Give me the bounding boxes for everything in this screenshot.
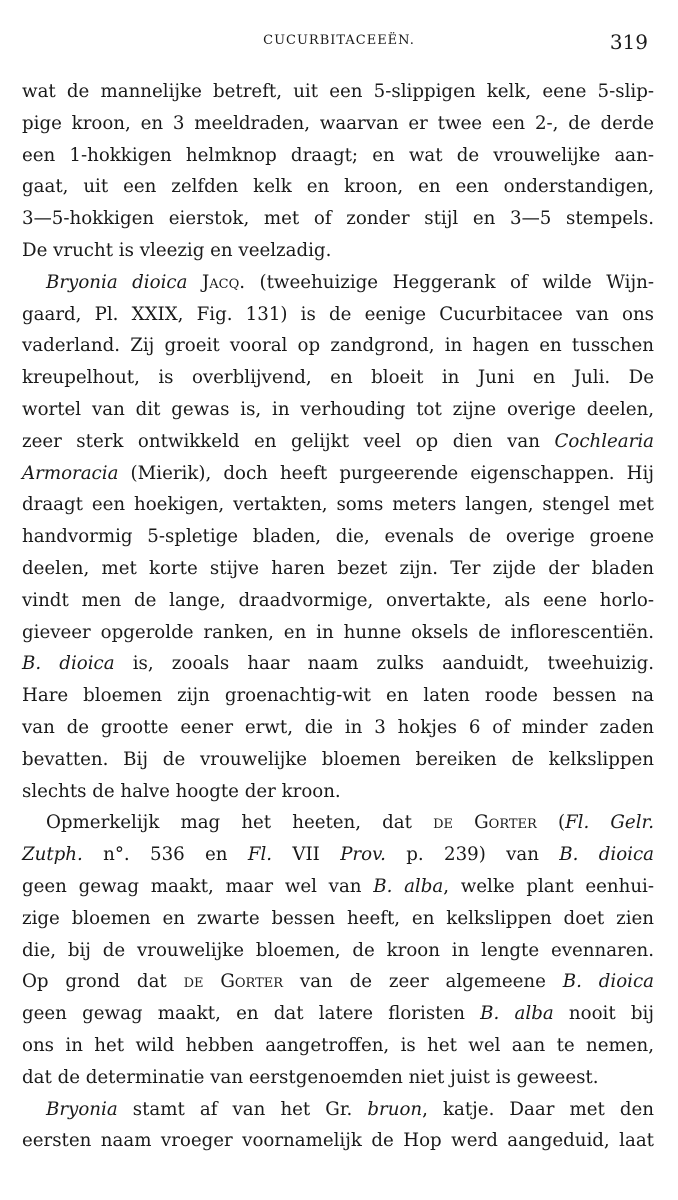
text-run: bevatten. Bij de vrouwelijke bloemen bereiken de kelkslippen xyxy=(22,748,654,770)
text-run: Hare bloemen zijn groenachtig-wit en laten roode bessen na xyxy=(22,685,654,707)
text-line xyxy=(22,903,654,935)
text-run: geen gewag maakt, en dat latere floristen xyxy=(22,1003,481,1025)
text-line xyxy=(22,680,654,712)
italic-run: B. alba xyxy=(373,875,444,897)
text-line xyxy=(22,966,654,998)
text-line xyxy=(22,76,654,108)
text-run: , welke plant eenhui- xyxy=(443,875,654,897)
text-run: p. 239) van xyxy=(385,844,560,866)
italic-run: Fl. xyxy=(247,844,273,866)
text-run: van de grootte eener erwt, die in 3 hokjes 6 of minder zaden xyxy=(22,716,654,738)
text-line xyxy=(22,712,654,744)
text-run: draagt een hoekigen, vertakten, soms meters langen, stengel met xyxy=(22,494,654,516)
text-run: van de zeer algemeene xyxy=(283,971,563,993)
text-line xyxy=(22,299,654,331)
text-run: slechts de halve hoogte der kroon. xyxy=(22,780,341,802)
italic-run: Armoracia xyxy=(22,462,119,484)
text-run: , katje. Daar met den xyxy=(422,1098,654,1120)
text-run: Op grond dat xyxy=(22,971,184,993)
italic-run: Cochlearia xyxy=(554,430,654,452)
small-caps-run: de Gorter xyxy=(183,971,284,993)
text-run: VII xyxy=(272,844,341,866)
text-run: handvormig 5-spletige bladen, die, evenals de overige groene xyxy=(22,526,654,548)
text-run: vindt men de lange, draadvormige, onvertakte, als eene horlo- xyxy=(22,589,654,611)
text-line xyxy=(22,203,654,235)
italic-run: B. alba xyxy=(480,1003,554,1025)
text-line xyxy=(22,553,654,585)
text-line xyxy=(22,935,654,967)
text-line xyxy=(22,140,654,172)
text-run: gieveer opgerolde ranken, en in hunne oksels de inflorescentiën. xyxy=(22,621,654,643)
paragraph xyxy=(22,1094,654,1158)
text-run xyxy=(187,272,202,293)
small-caps-run: de Gorter xyxy=(433,812,537,834)
paragraph xyxy=(22,76,654,267)
text-run: stamt af van het Gr. xyxy=(117,1098,368,1120)
italic-run: Fl. Gelr. xyxy=(565,812,654,834)
text-line xyxy=(22,585,654,617)
text-run: deelen, met korte stijve haren bezet zijn. Ter zijde der bladen xyxy=(22,557,654,579)
italic-run: bruon xyxy=(367,1098,423,1120)
running-title: CUCURBITACEEËN. xyxy=(263,33,415,48)
text-line xyxy=(22,267,654,299)
text-line xyxy=(22,648,654,680)
paragraph xyxy=(22,267,654,808)
body-text xyxy=(22,76,654,1157)
italic-run: Bryonia xyxy=(46,1098,118,1120)
text-run: zige bloemen en zwarte bessen heeft, en kelkslippen doet zien xyxy=(22,907,654,929)
italic-run: Bryonia dioica xyxy=(46,271,188,293)
text-run: dat de determinatie van eerstgenoemden niet juist is geweest. xyxy=(22,1066,599,1088)
page-header xyxy=(22,30,656,60)
text-run: n°. 536 en xyxy=(82,844,248,866)
small-caps-run: Jacq. xyxy=(201,271,246,293)
text-line xyxy=(22,394,654,426)
text-line xyxy=(22,489,654,521)
text-run: die, bij de vrouwelijke bloemen, de kroon in lengte evennaren. xyxy=(22,939,654,961)
text-run: zeer sterk ontwikkeld en gelijkt veel op dien van xyxy=(22,430,555,452)
text-line xyxy=(22,1094,654,1126)
text-run: gaat, uit een zelfden kelk en kroon, en een onderstandigen, xyxy=(22,176,654,198)
text-line xyxy=(22,1030,654,1062)
text-line xyxy=(22,839,654,871)
text-line xyxy=(22,171,654,203)
text-line xyxy=(22,362,654,394)
text-run: is, zooals haar naam zulks aanduidt, tweehuizig. xyxy=(114,653,655,675)
italic-run: B. dioica xyxy=(22,653,115,675)
text-line xyxy=(22,458,654,490)
text-line xyxy=(22,1062,654,1094)
text-line xyxy=(22,521,654,553)
text-line xyxy=(22,998,654,1030)
text-line xyxy=(22,1125,654,1157)
text-line xyxy=(22,426,654,458)
text-run: geen gewag maakt, maar wel van xyxy=(22,875,374,897)
text-run: (tweehuizige Heggerank of wilde Wijn- xyxy=(245,271,654,293)
text-run: wortel van dit gewas is, in verhouding tot zijne overige deelen, xyxy=(22,398,654,420)
text-run: wat de mannelijke betreft, uit een 5-slippigen kelk, eene 5-slip- xyxy=(22,81,654,102)
text-run: pige kroon, en 3 meeldraden, waarvan er twee een 2-, de derde xyxy=(22,112,654,134)
text-line xyxy=(22,330,654,362)
text-line xyxy=(22,807,654,839)
text-line xyxy=(22,744,654,776)
text-run: gaard, Pl. XXIX, Fig. 131) is de eenige Cucurbitacee van ons xyxy=(22,303,654,325)
italic-run: B. dioica xyxy=(559,844,654,866)
text-line xyxy=(22,108,654,140)
text-run: De vrucht is vleezig en veelzadig. xyxy=(22,239,332,261)
italic-run: Zutph. xyxy=(22,844,83,866)
italic-run: Prov. xyxy=(340,844,386,866)
text-run: nooit bij xyxy=(553,1003,654,1025)
text-run: een 1-hokkigen helmknop draagt; en wat de vrouwelijke aan- xyxy=(22,144,654,166)
text-run: ( xyxy=(536,812,566,834)
text-line xyxy=(22,617,654,649)
text-run: (Mierik), doch heeft purgeerende eigenschappen. Hij xyxy=(118,462,654,484)
text-run: 3—5-hokkigen eierstok, met of zonder stijl en 3—5 stempels. xyxy=(22,208,654,230)
text-run: kreupelhout, is overblijvend, en bloeit in Juni en Juli. De xyxy=(22,367,654,389)
text-run: ons in het wild hebben aangetroffen, is het wel aan te nemen, xyxy=(22,1034,654,1056)
paragraph xyxy=(22,807,654,1093)
text-run: Opmerkelijk mag het heeten, dat xyxy=(46,812,434,834)
text-run: eersten naam vroeger voornamelijk de Hop werd aangeduid, laat xyxy=(22,1130,654,1152)
page-number: 319 xyxy=(609,30,648,54)
text-line xyxy=(22,776,654,808)
text-line xyxy=(22,871,654,903)
text-run: vaderland. Zij groeit vooral op zandgrond, in hagen en tusschen xyxy=(22,335,654,357)
italic-run: B. dioica xyxy=(562,971,654,993)
text-line xyxy=(22,235,654,267)
